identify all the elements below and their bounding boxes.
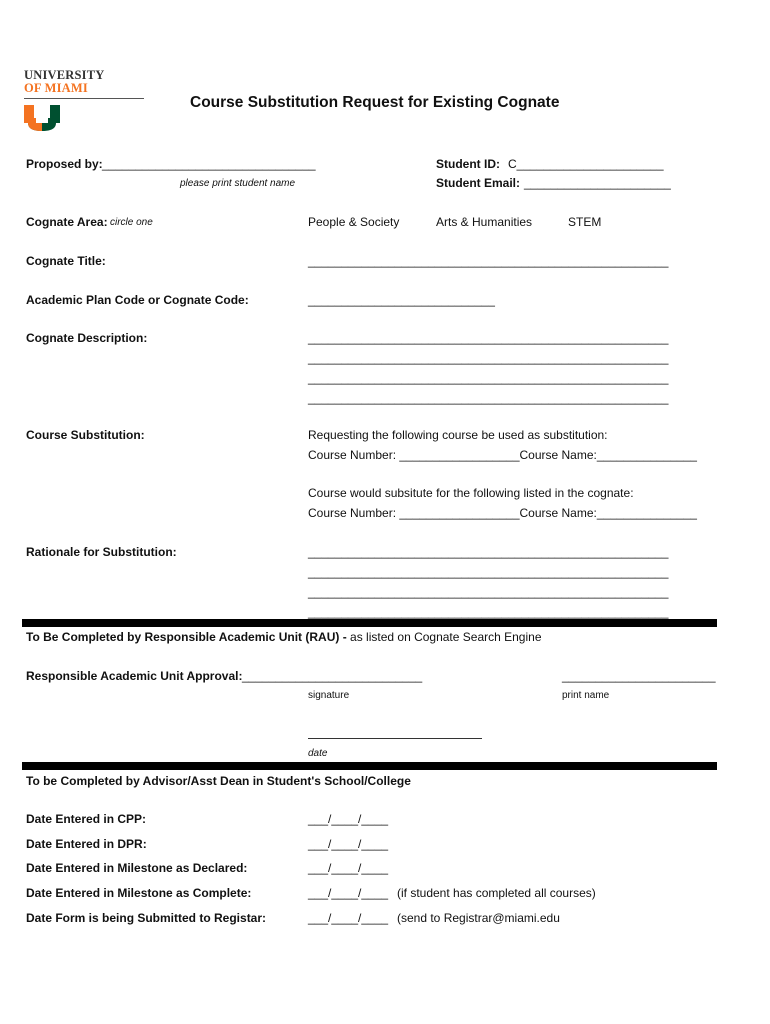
rationale-line[interactable]: ______________________________________________________ (308, 545, 669, 559)
date-caption: date (308, 748, 328, 759)
date-row-field[interactable]: ___/____/____ (308, 837, 389, 851)
date-row-field[interactable]: ___/____/____ (308, 911, 389, 925)
logo-divider (24, 98, 144, 99)
cognate-area-label: Cognate Area: (26, 215, 108, 229)
cognate-description-line[interactable]: ______________________________________________________ (308, 371, 669, 385)
date-row-label: Date Entered in Milestone as Declared: (26, 861, 248, 875)
cognate-title-label: Cognate Title: (26, 254, 106, 268)
page-title: Course Substitution Request for Existing Cognate (190, 94, 560, 111)
date-field[interactable] (308, 738, 482, 739)
date-row-field[interactable]: ___/____/____ (308, 886, 389, 900)
cognate-option-people-society[interactable]: People & Society (308, 215, 400, 229)
cognate-option-stem[interactable]: STEM (568, 215, 602, 229)
rationale-line[interactable]: ______________________________________________________ (308, 585, 669, 599)
date-row-label: Date Entered in CPP: (26, 812, 147, 826)
cognate-description-line[interactable]: ______________________________________________________ (308, 391, 669, 405)
rau-approval-label: Responsible Academic Unit Approval: (26, 669, 243, 683)
rau-print-name-field[interactable]: _______________________ (562, 669, 716, 683)
student-id-field[interactable]: C______________________ (508, 157, 664, 171)
cognate-option-arts-humanities[interactable]: Arts & Humanities (436, 215, 533, 229)
rationale-line[interactable]: ______________________________________________________ (308, 565, 669, 579)
rau-signature-field[interactable]: ___________________________ (242, 669, 423, 683)
advisor-section-heading: To be Completed by Advisor/Asst Dean in Student's School/College (26, 774, 411, 788)
logo-line-1: UNIVERSITY (24, 68, 105, 82)
date-row-label: Date Form is being Submitted to Registar: (26, 911, 267, 925)
proposed-by-hint: please print student name (180, 178, 296, 189)
logo-line-2: OF MIAMI (24, 81, 88, 95)
plan-code-field[interactable]: ____________________________ (308, 293, 495, 307)
student-email-label: Student Email: (436, 176, 521, 190)
proposed-by-label: Proposed by: (26, 157, 103, 171)
rationale-label: Rationale for Substitution: (26, 545, 177, 559)
substitution-request-fields[interactable]: Course Number: __________________Course Name:_______________ (308, 448, 697, 462)
date-row-field[interactable]: ___/____/____ (308, 861, 389, 875)
u-logo-icon (24, 105, 62, 131)
rau-heading-bold: To Be Completed by Responsible Academic Unit (RAU) - (26, 630, 347, 644)
date-row-field[interactable]: ___/____/____ (308, 812, 389, 826)
substitution-replace-fields[interactable]: Course Number: __________________Course Name:_______________ (308, 506, 697, 520)
cognate-area-hint: circle one (110, 217, 153, 228)
date-row-note: (send to Registrar@miami.edu (397, 911, 560, 925)
substitution-request-text: Requesting the following course be used as substitution: (308, 428, 608, 442)
section-divider (22, 762, 717, 770)
rationale-line[interactable]: ______________________________________________________ (308, 605, 669, 619)
course-substitution-label: Course Substitution: (26, 428, 145, 442)
student-email-field[interactable]: ______________________ (524, 176, 671, 190)
plan-code-label: Academic Plan Code or Cognate Code: (26, 293, 249, 307)
section-divider (22, 619, 717, 627)
date-row-note: (if student has completed all courses) (397, 886, 596, 900)
date-row-label: Date Entered in DPR: (26, 837, 147, 851)
date-row-label: Date Entered in Milestone as Complete: (26, 886, 252, 900)
signature-caption: signature (308, 690, 350, 701)
substitution-replace-text: Course would subsitute for the following listed in the cognate: (308, 486, 634, 500)
student-id-label: Student ID: (436, 157, 500, 171)
rau-heading-rest: as listed on Cognate Search Engine (346, 630, 542, 644)
print-name-caption: print name (562, 690, 610, 701)
cognate-description-line[interactable]: ______________________________________________________ (308, 331, 669, 345)
proposed-by-field[interactable]: ________________________________ (102, 157, 316, 171)
cognate-description-label: Cognate Description: (26, 331, 148, 345)
cognate-title-field[interactable]: ______________________________________________________ (308, 254, 669, 268)
rau-section-heading (26, 630, 542, 644)
cognate-description-line[interactable]: ______________________________________________________ (308, 351, 669, 365)
